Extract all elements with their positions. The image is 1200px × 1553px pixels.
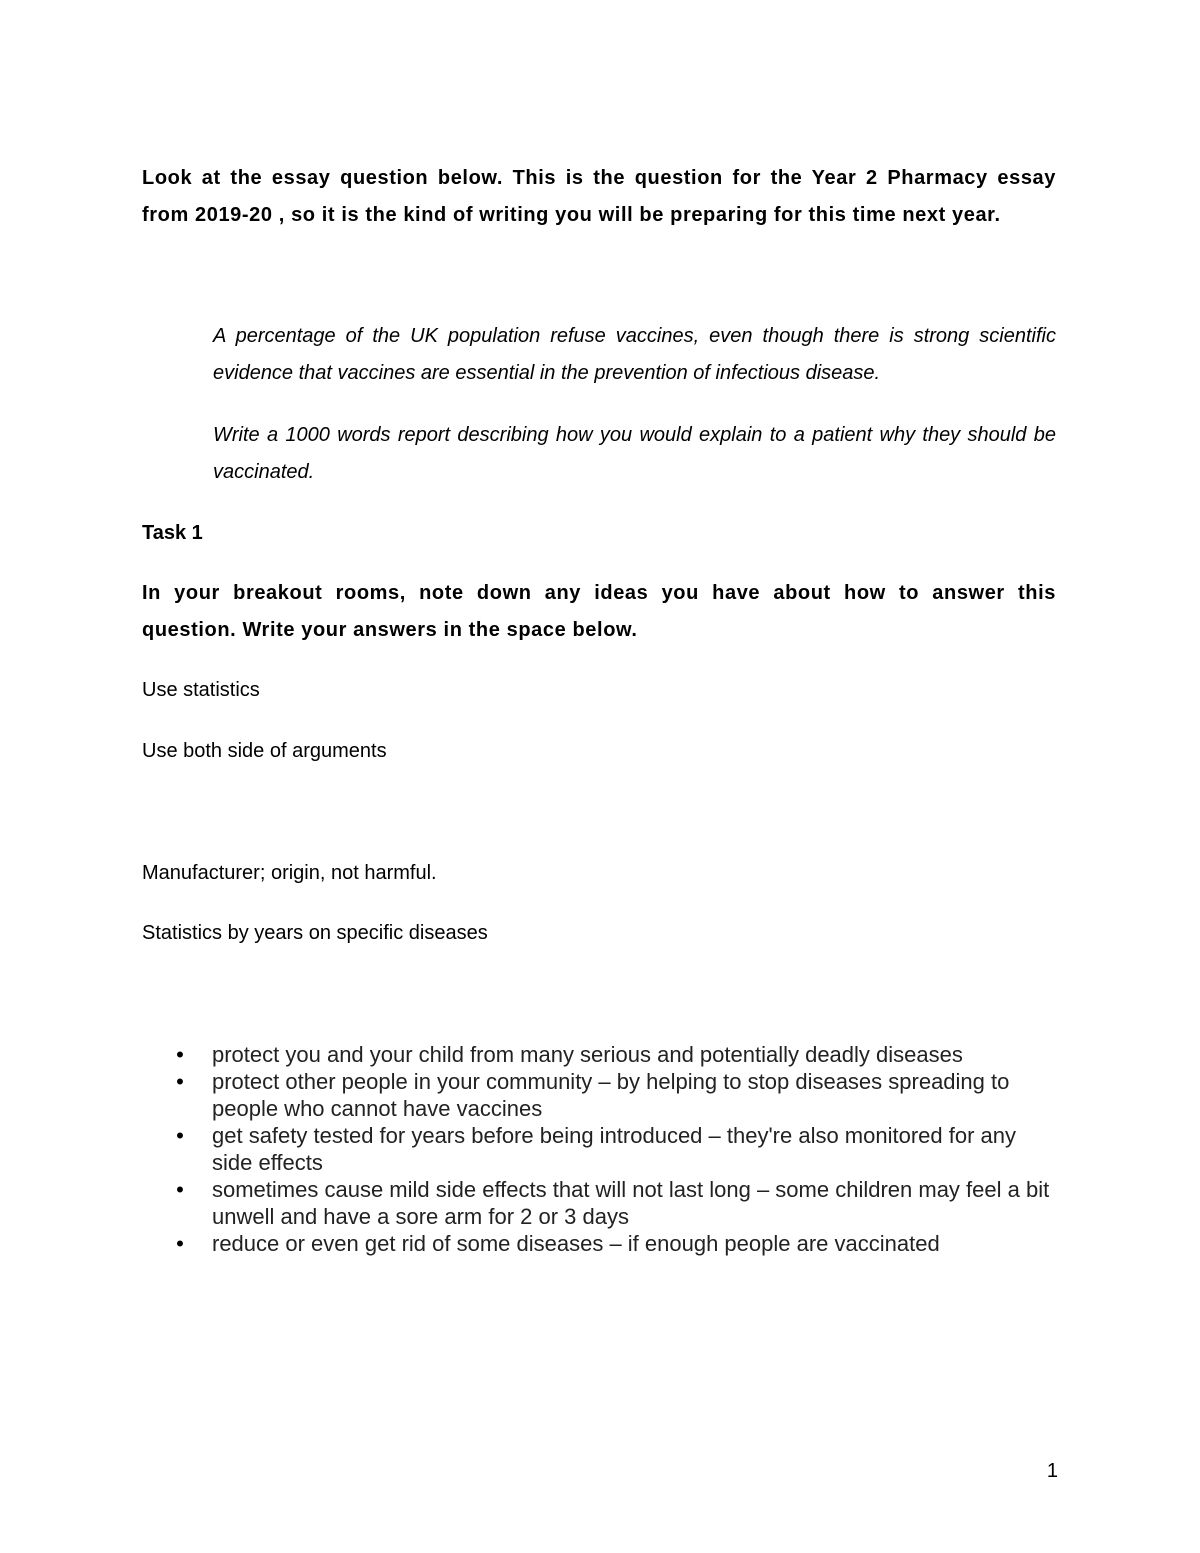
bullet-text: get safety tested for years before being introduced – they're also monitored for any side effects [212,1123,1016,1175]
page-number: 1 [1046,1460,1058,1482]
task-heading: Task 1 [142,522,203,544]
bullet-list-item [170,1068,1060,1122]
bullet-list-item [170,1122,1060,1176]
note-item: Use both side of arguments [142,740,387,762]
bullet-icon: • [176,1042,184,1067]
essay-prompt-paragraph-1: A percentage of the UK population refuse vaccines, even though there is strong scientific evidence that vaccines are essential in the prevention of infectious disease. [213,325,1056,384]
bullet-icon: • [176,1177,184,1202]
bullet-icon: • [176,1123,184,1148]
bullet-list [170,1041,1060,1257]
bullet-list-item [170,1230,1060,1257]
note-item: Use statistics [142,679,260,701]
bullet-list-item [170,1041,1060,1068]
note-item: Statistics by years on specific diseases [142,922,488,944]
bullet-list-item [170,1176,1060,1230]
bullet-icon: • [176,1231,184,1256]
bullet-text: protect other people in your community – by helping to stop diseases spreading to people who cannot have vaccines [212,1069,1010,1121]
intro-paragraph: Look at the essay question below. This is the question for the Year 2 Pharmacy essay from 2019-20 , so it is the kind of writing you will be preparing for this time next year. [142,167,1056,226]
bullet-icon: • [176,1069,184,1094]
bullet-text: reduce or even get rid of some diseases – if enough people are vaccinated [212,1231,940,1256]
essay-prompt-paragraph-2: Write a 1000 words report describing how you would explain to a patient why they should be vaccinated. [213,424,1056,483]
note-item: Manufacturer; origin, not harmful. [142,862,437,884]
bullet-text: sometimes cause mild side effects that will not last long – some children may feel a bit unwell and have a sore arm for 2 or 3 days [212,1177,1050,1229]
bullet-text: protect you and your child from many serious and potentially deadly diseases [212,1042,963,1067]
task-instruction: In your breakout rooms, note down any ideas you have about how to answer this question. Write your answers in the space below. [142,582,1056,641]
